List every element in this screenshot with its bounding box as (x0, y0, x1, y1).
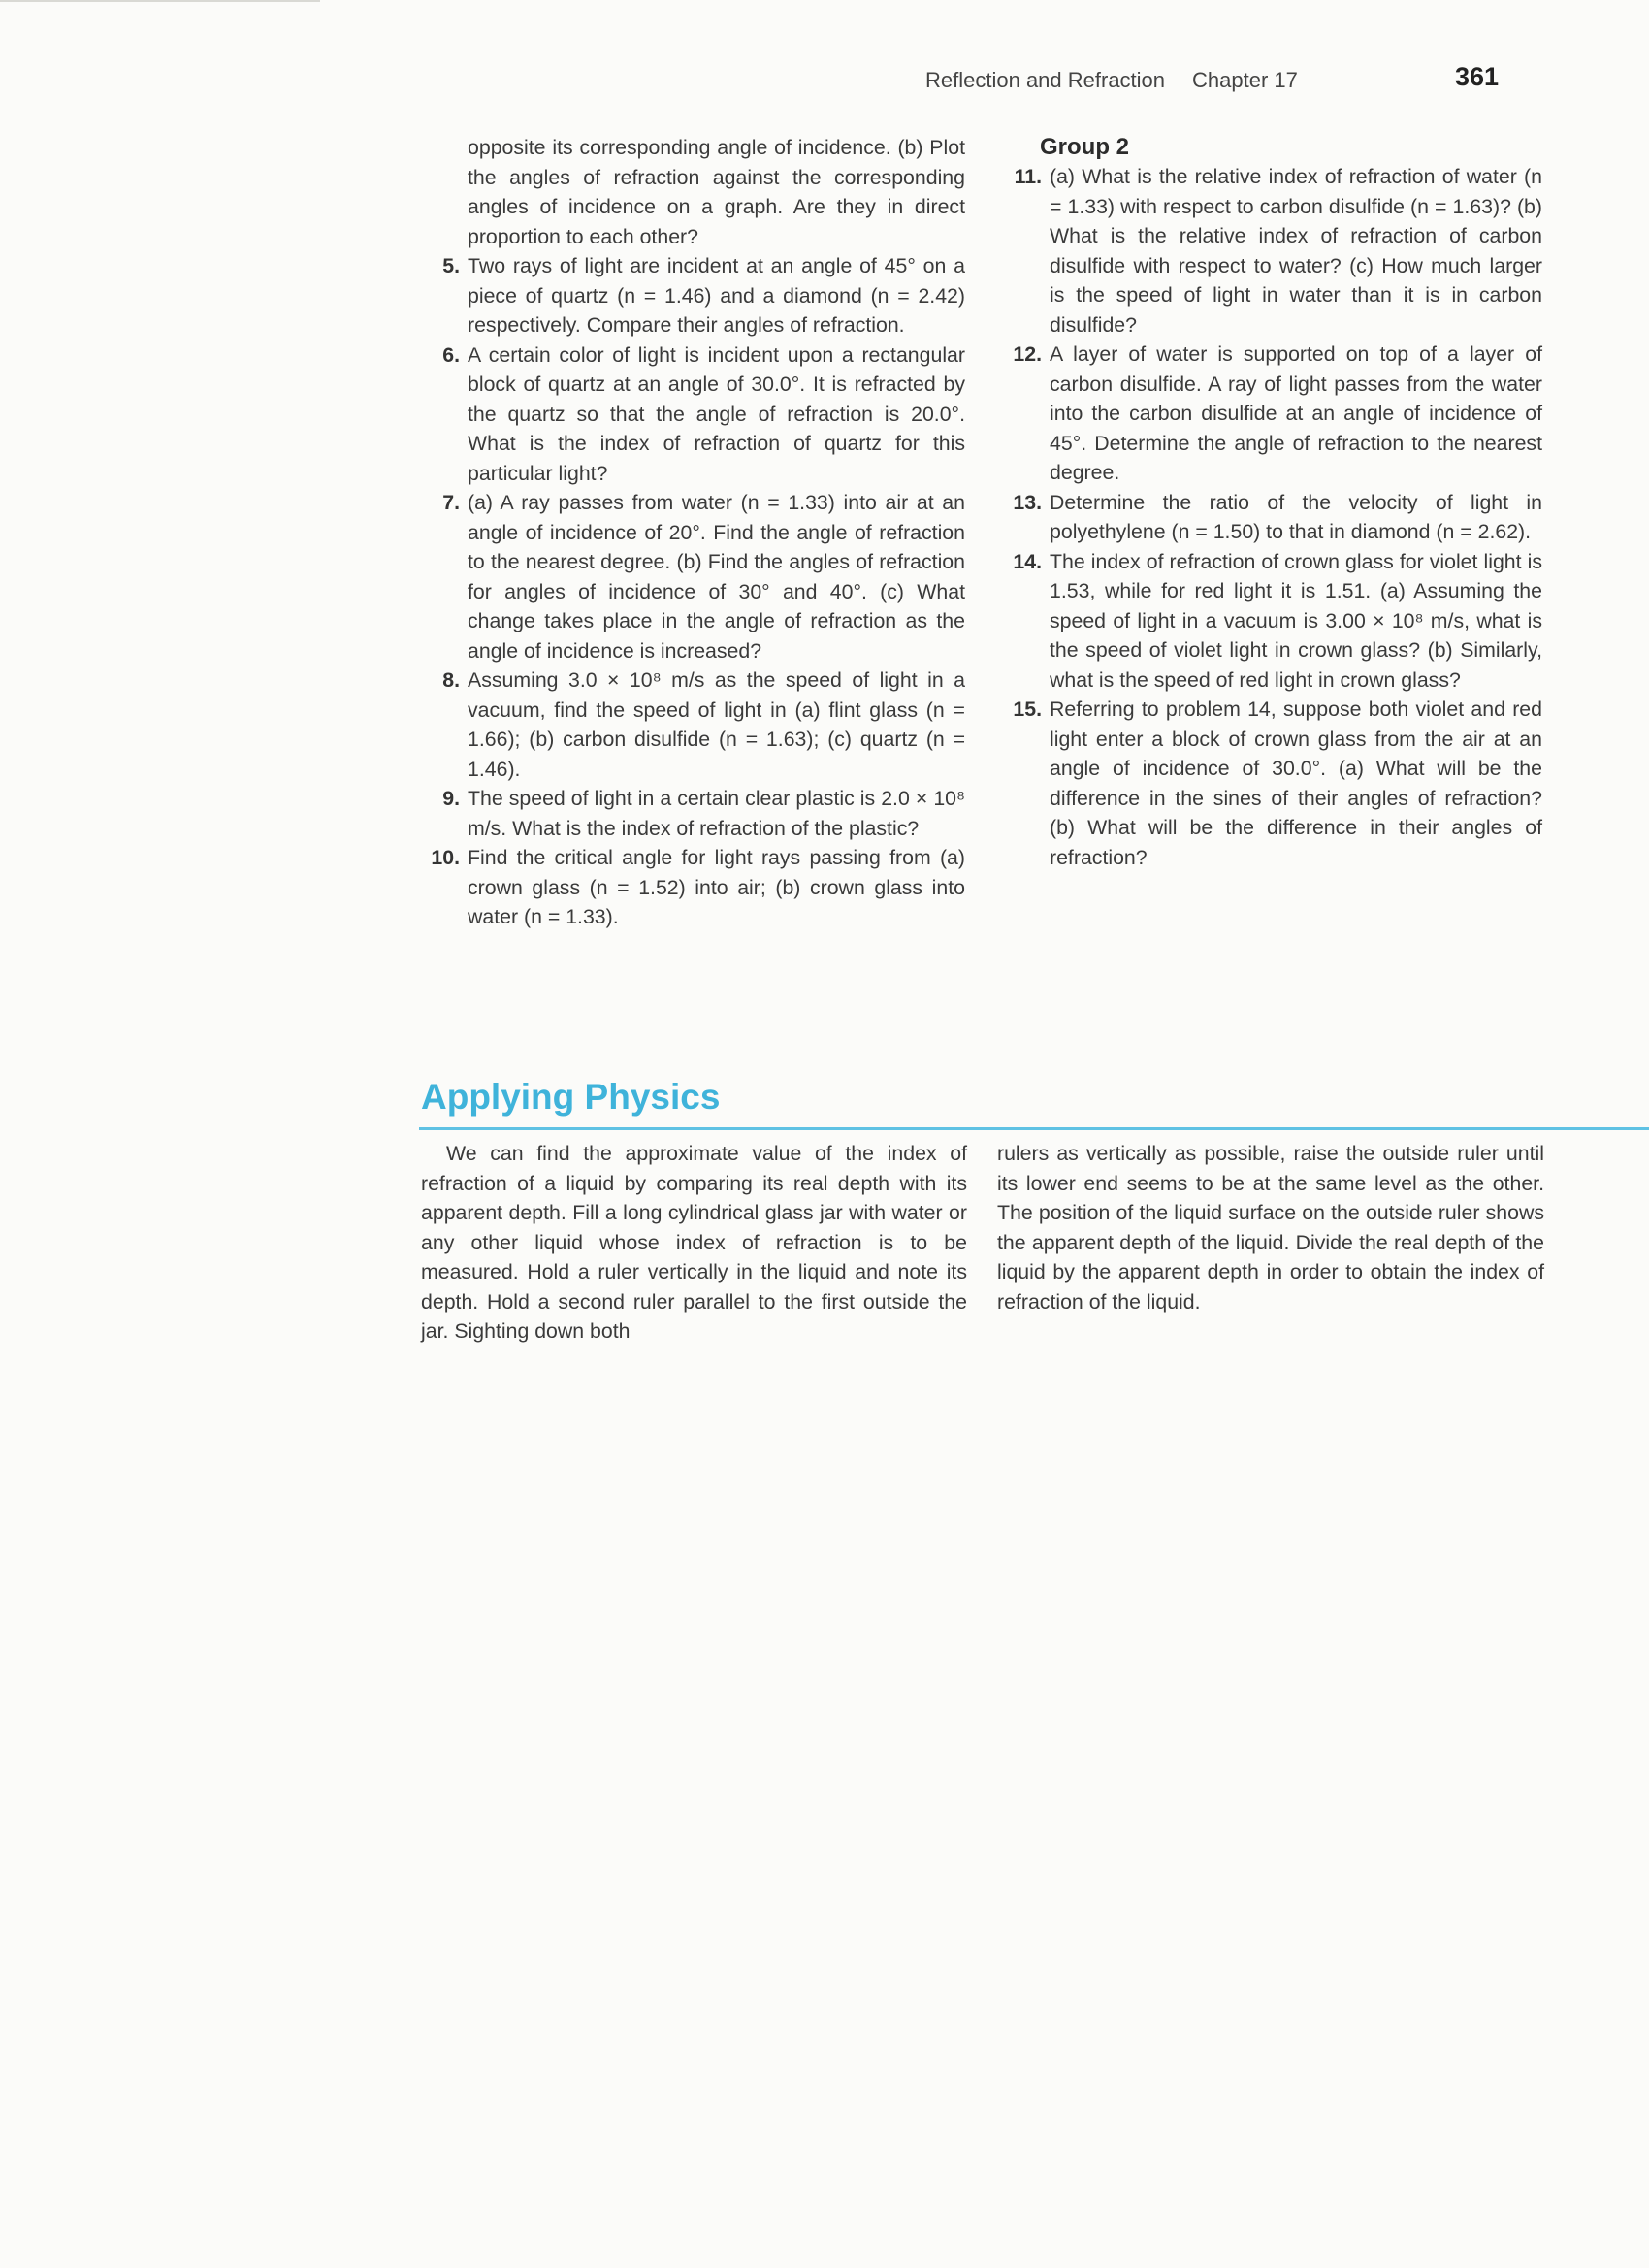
problem-text: A certain color of light is incident upon a rectangular block of quartz at an angle of 30.0°. It is refracted by the quartz so that the angle of refraction is 20.0°. What is the index of refraction of quartz for this particular light? (468, 342, 965, 485)
problem-text: (a) What is the relative index of refraction of water (n = 1.33) with respect to carbon disulfide (n = 1.63)? (b) What is the relative index of refraction of carbon disulfide with respect to water? (c) How much larger is the speed of light in water than it is in carbon disulfide? (1050, 165, 1542, 337)
heading-rule (419, 1127, 1649, 1130)
problem-text: The speed of light in a certain clear plastic is 2.0 × 10⁸ m/s. What is the index of refraction of the plastic? (468, 787, 965, 840)
problem-text: Assuming 3.0 × 10⁸ m/s as the speed of light in a vacuum, find the speed of light in (a) flint glass (n = 1.66); (b) carbon disulfide (n = 1.63); (c) quartz (n = 1.46). (468, 668, 965, 781)
chapter-label: Chapter 17 (1192, 68, 1298, 92)
problem-6 (417, 340, 965, 489)
problem-text: (a) A ray passes from water (n = 1.33) into air at an angle of incidence of 20°. Find the angle of refraction to the nearest degree. (b) Find the angles of refraction for angles of incidence of 30° and 40°. (c) What change takes place in the angle of refraction as the angle of incidence is increased? (468, 491, 965, 663)
section-title: Reflection and Refraction (925, 68, 1166, 92)
problem-text: Determine the ratio of the velocity of light in polyethylene (n = 1.50) to that in diamond (n = 2.62). (1050, 490, 1542, 543)
problem-number: 10. (431, 846, 460, 869)
problem-7 (417, 488, 965, 665)
page-number: 361 (1455, 62, 1500, 91)
problem-number: 15. (1013, 697, 1042, 721)
problem-number: 7. (442, 491, 460, 514)
problem-number: 8. (442, 668, 460, 692)
problem-12 (999, 340, 1542, 488)
applying-physics-text-left: We can find the approximate value of the index of refraction of a liquid by comparing its real depth with its apparent depth. Fill a long cylindrical glass jar with water or any other liquid whose index of refraction is to be measured. Hold a ruler vertically in the liquid and note its depth. Hold a second ruler parallel to the first outside the jar. Sighting down both (421, 1142, 967, 1343)
problem-14 (999, 547, 1542, 696)
scan-edge-rule (0, 0, 320, 2)
problem-text: Two rays of light are incident at an angle of 45° on a piece of quartz (n = 1.46) and a diamond (n = 2.42) respectively. Compare their angles of refraction. (468, 254, 965, 337)
problem-number: 13. (1013, 490, 1042, 514)
left-column (417, 133, 965, 932)
right-column (999, 133, 1542, 872)
problem-number: 11. (1014, 165, 1042, 188)
problem-9 (417, 784, 965, 843)
group-title: Group 2 (1040, 134, 1130, 160)
problem-13 (999, 488, 1542, 547)
problem-15 (999, 695, 1542, 872)
running-head (925, 68, 1298, 93)
problem-10 (417, 843, 965, 932)
applying-physics-heading: Applying Physics (421, 1077, 721, 1117)
problem-8 (417, 665, 965, 784)
problem-text: A layer of water is supported on top of a layer of carbon disulfide. A ray of light passes from the water into the carbon disulfide at an angle of incidence of 45°. Determine the angle of refraction to the nearest degree. (1050, 342, 1542, 484)
problem-number: 5. (442, 254, 460, 277)
problem-number: 6. (442, 342, 460, 367)
problem-text: The index of refraction of crown glass for violet light is 1.53, while for red light it is 1.51. (a) Assuming the speed of light in a vacuum is 3.00 × 10⁸ m/s, what is the speed of violet light in crown glass? (b) Similarly, what is the speed of red light in crown glass? (1050, 549, 1542, 692)
problem-5 (417, 251, 965, 340)
problem-4-continuation: opposite its corresponding angle of incidence. (b) Plot the angles of refraction against the corresponding angles of incidence on a graph. Are they in direct proportion to each other? (468, 136, 965, 248)
problem-number: 12. (1013, 342, 1042, 366)
problem-number: 14. (1013, 549, 1042, 573)
problem-number: 9. (442, 787, 460, 810)
problem-text: Referring to problem 14, suppose both violet and red light enter a block of crown glass from the air at an angle of incidence of 30.0°. (a) What will be the difference in the sines of their angles of refraction? (b) What will be the difference in their angles of refraction? (1050, 697, 1542, 869)
applying-physics-text-right: rulers as vertically as possible, raise the outside ruler until its lower end seems to be at the same level as the other. The position of the liquid surface on the outside ruler shows the apparent depth of the liquid. Divide the real depth of the liquid by the apparent depth in order to obtain the index of refraction of the liquid. (997, 1142, 1544, 1313)
problem-11 (999, 162, 1542, 340)
problem-text: Find the critical angle for light rays passing from (a) crown glass (n = 1.52) into air; (b) crown glass into water (n = 1.33). (468, 846, 965, 928)
